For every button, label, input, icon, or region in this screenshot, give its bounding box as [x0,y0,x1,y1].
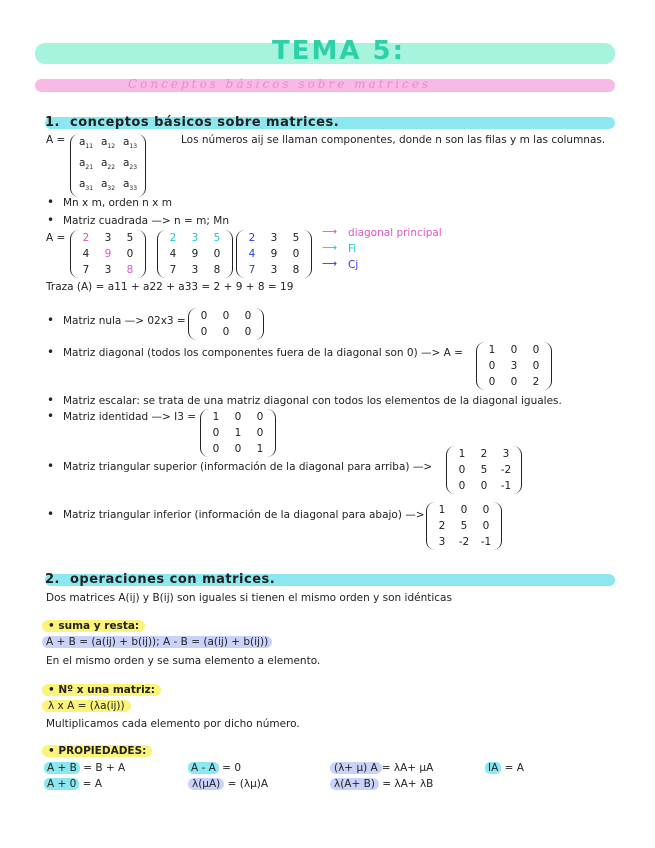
legend-column: Cj [348,259,359,271]
legend-row: Fi [348,243,357,255]
matrix-cell: 0 [292,248,300,260]
matrix-cell: 4 [248,248,256,260]
matrix-cell: $a_{21}$ [78,157,94,171]
matrix-cell: 0 [458,480,466,492]
matrix-cell: 0 [532,344,540,356]
matrix-cell: 0 [200,310,208,322]
legend-diagonal: diagonal principal [348,227,442,239]
matrix-cell: $a_{12}$ [100,136,116,150]
bullet: • [47,409,55,423]
section1-heading: conceptos básicos sobre matrices. [70,115,340,130]
matrix-cell: 4 [82,248,90,260]
matrix-cell: 0 [532,360,540,372]
matrix-cell: 5 [126,232,134,244]
sum-description: En el mismo orden y se suma elemento a elemento. [46,655,321,667]
bullet: • [47,313,55,327]
matrix-cell: 0 [256,411,264,423]
matrix-cell: 8 [292,264,300,276]
matrix-cell: 3 [270,232,278,244]
matrix-cell: 9 [191,248,199,260]
diagonal-matrix-text: Matriz diagonal (todos los componentes fuera de la diagonal son 0) —> A = [63,347,463,359]
matrix-cell: 0 [212,443,220,455]
matrix-cell: 8 [213,264,221,276]
matrix-cell: 3 [438,536,446,548]
matrix-cell: 0 [212,427,220,439]
scalar-label: • Nº x una matriz: [42,684,161,696]
matrix-cell: $a_{11}$ [78,136,94,150]
property-item: A + B = B + A [44,762,125,774]
matrix-cell: 7 [169,264,177,276]
upper-triangular-matrix [446,446,522,494]
matrix-cell: 2 [248,232,256,244]
matrix-cell: 0 [488,360,496,372]
matrix-cell: 3 [104,232,112,244]
matrix-cell: $a_{32}$ [100,178,116,192]
matrix-cell: 4 [169,248,177,260]
matrix-cell: 1 [438,504,446,516]
matrix-cell: 0 [222,310,230,322]
diagonal-arrow-icon: ⟶ [322,226,338,238]
property-item: (λ+ μ) A = λA+ μA [330,762,433,774]
matrix-cell: 0 [234,411,242,423]
matrix-cell: 3 [510,360,518,372]
matrix-cell: 2 [438,520,446,532]
matrix-cell: 2 [82,232,90,244]
matrix-cell: 3 [191,264,199,276]
matrix-cell: $a_{31}$ [78,178,94,192]
properties-label: • PROPIEDADES: [42,745,152,757]
trace-text: Traza (A) = a11 + a22 + a33 = 2 + 9 + 8 = 19 [46,281,294,293]
general-matrix [70,134,146,197]
section1-number: 1. [45,115,60,130]
scalar-formula: λ x A = (λa(ij)) [42,700,131,712]
bullet: • [47,393,55,407]
matrix-cell: 0 [126,248,134,260]
example-matrix-diagonal [70,230,146,278]
example-matrix-column [236,230,312,278]
matrix-cell: -2 [500,464,512,476]
matrix-cell: 2 [532,376,540,388]
matrix-cell: 3 [502,448,510,460]
matrix-cell: 0 [510,376,518,388]
lower-triangular-text: Matriz triangular inferior (información de la diagonal para abajo) —> [63,509,425,521]
matrix-cell: 0 [488,376,496,388]
null-matrix-text: Matriz nula —> 02x3 = [63,315,186,327]
matrix-cell: 1 [212,411,220,423]
matrix-cell: 0 [460,504,468,516]
matrix-cell: 5 [460,520,468,532]
matrix-cell: 0 [222,326,230,338]
matrix-cell: 7 [82,264,90,276]
property-item: IA = A [485,762,524,774]
matrix-cell: 3 [104,264,112,276]
matrix-cell: -1 [480,536,492,548]
scalar-description: Multiplicamos cada elemento por dicho número. [46,718,300,730]
matrix-cell: 5 [480,464,488,476]
matrix-cell: 0 [200,326,208,338]
row-arrow-icon: ⟶ [322,242,338,254]
lower-triangular-matrix [426,502,502,550]
upper-triangular-text: Matriz triangular superior (información de la diagonal para arriba) —> [63,461,433,473]
bullet: • [47,345,55,359]
matrix-a-label: A = [46,134,66,146]
property-item: A + 0 = A [44,778,102,790]
matrix-cell: 0 [244,310,252,322]
square-matrix-text: Matriz cuadrada —> n = m; Mn [63,215,229,227]
matrix-cell: 9 [104,248,112,260]
matrix-cell: 0 [256,427,264,439]
example-a-label: A = [46,232,66,244]
matrix-cell: 1 [488,344,496,356]
matrix-cell: 1 [458,448,466,460]
matrix-cell: $a_{23}$ [122,157,138,171]
matrix-cell: 2 [480,448,488,460]
matrix-cell: 1 [234,427,242,439]
diagonal-matrix [476,342,552,390]
matrix-cell: 1 [256,443,264,455]
bullet: • [47,507,55,521]
bullet: • [47,195,55,209]
matrix-cell: 0 [482,504,490,516]
sum-label: • suma y resta: [42,620,145,632]
matrix-cell: 2 [169,232,177,244]
identity-matrix-text: Matriz identidad —> I3 = [63,411,197,423]
identity-matrix [200,409,276,457]
matrix-cell: 0 [458,464,466,476]
matrix-cell: 0 [244,326,252,338]
components-text: Los números aij se llaman componentes, donde n son las filas y m las columnas. [181,134,606,146]
matrix-cell: $a_{13}$ [122,136,138,150]
matrix-cell: 5 [213,232,221,244]
matrix-cell: $a_{33}$ [122,178,138,192]
matrix-cell: -2 [458,536,470,548]
matrix-cell: 0 [510,344,518,356]
matrix-cell: 0 [234,443,242,455]
matrix-cell: 8 [126,264,134,276]
bullet: • [47,213,55,227]
example-matrix-row [157,230,233,278]
property-item: A - A = 0 [188,762,241,774]
page-subtitle: Conceptos básicos sobre matrices [128,77,432,91]
property-item: λ(A+ B) = λA+ λB [330,778,433,790]
matrix-cell: 3 [270,264,278,276]
matrix-cell: 3 [191,232,199,244]
matrix-cell: 9 [270,248,278,260]
matrix-cell: 0 [482,520,490,532]
matrix-cell: 5 [292,232,300,244]
null-matrix [188,308,264,340]
sum-formula: A + B = (a(ij) + b(ij)); A - B = (a(ij) + b(ij)) [42,636,272,648]
matrix-cell: 7 [248,264,256,276]
matrix-cell: $a_{22}$ [100,157,116,171]
order-text: Mn x m, orden n x m [63,197,172,209]
property-item: λ(μA) = (λμ)A [188,778,268,790]
page-title: TEMA 5: [272,36,406,66]
matrix-cell: -1 [500,480,512,492]
matrix-cell: 0 [213,248,221,260]
section2-number: 2. [45,572,60,587]
equal-matrices-text: Dos matrices A(ij) y B(ij) son iguales si tienen el mismo orden y son idénticas [46,592,452,604]
column-arrow-icon: ⟶ [322,258,338,270]
bullet: • [47,459,55,473]
section2-heading: operaciones con matrices. [70,572,276,587]
matrix-cell: 0 [480,480,488,492]
scalar-matrix-text: Matriz escalar: se trata de una matriz diagonal con todos los elementos de la diagonal iguales. [63,395,562,407]
